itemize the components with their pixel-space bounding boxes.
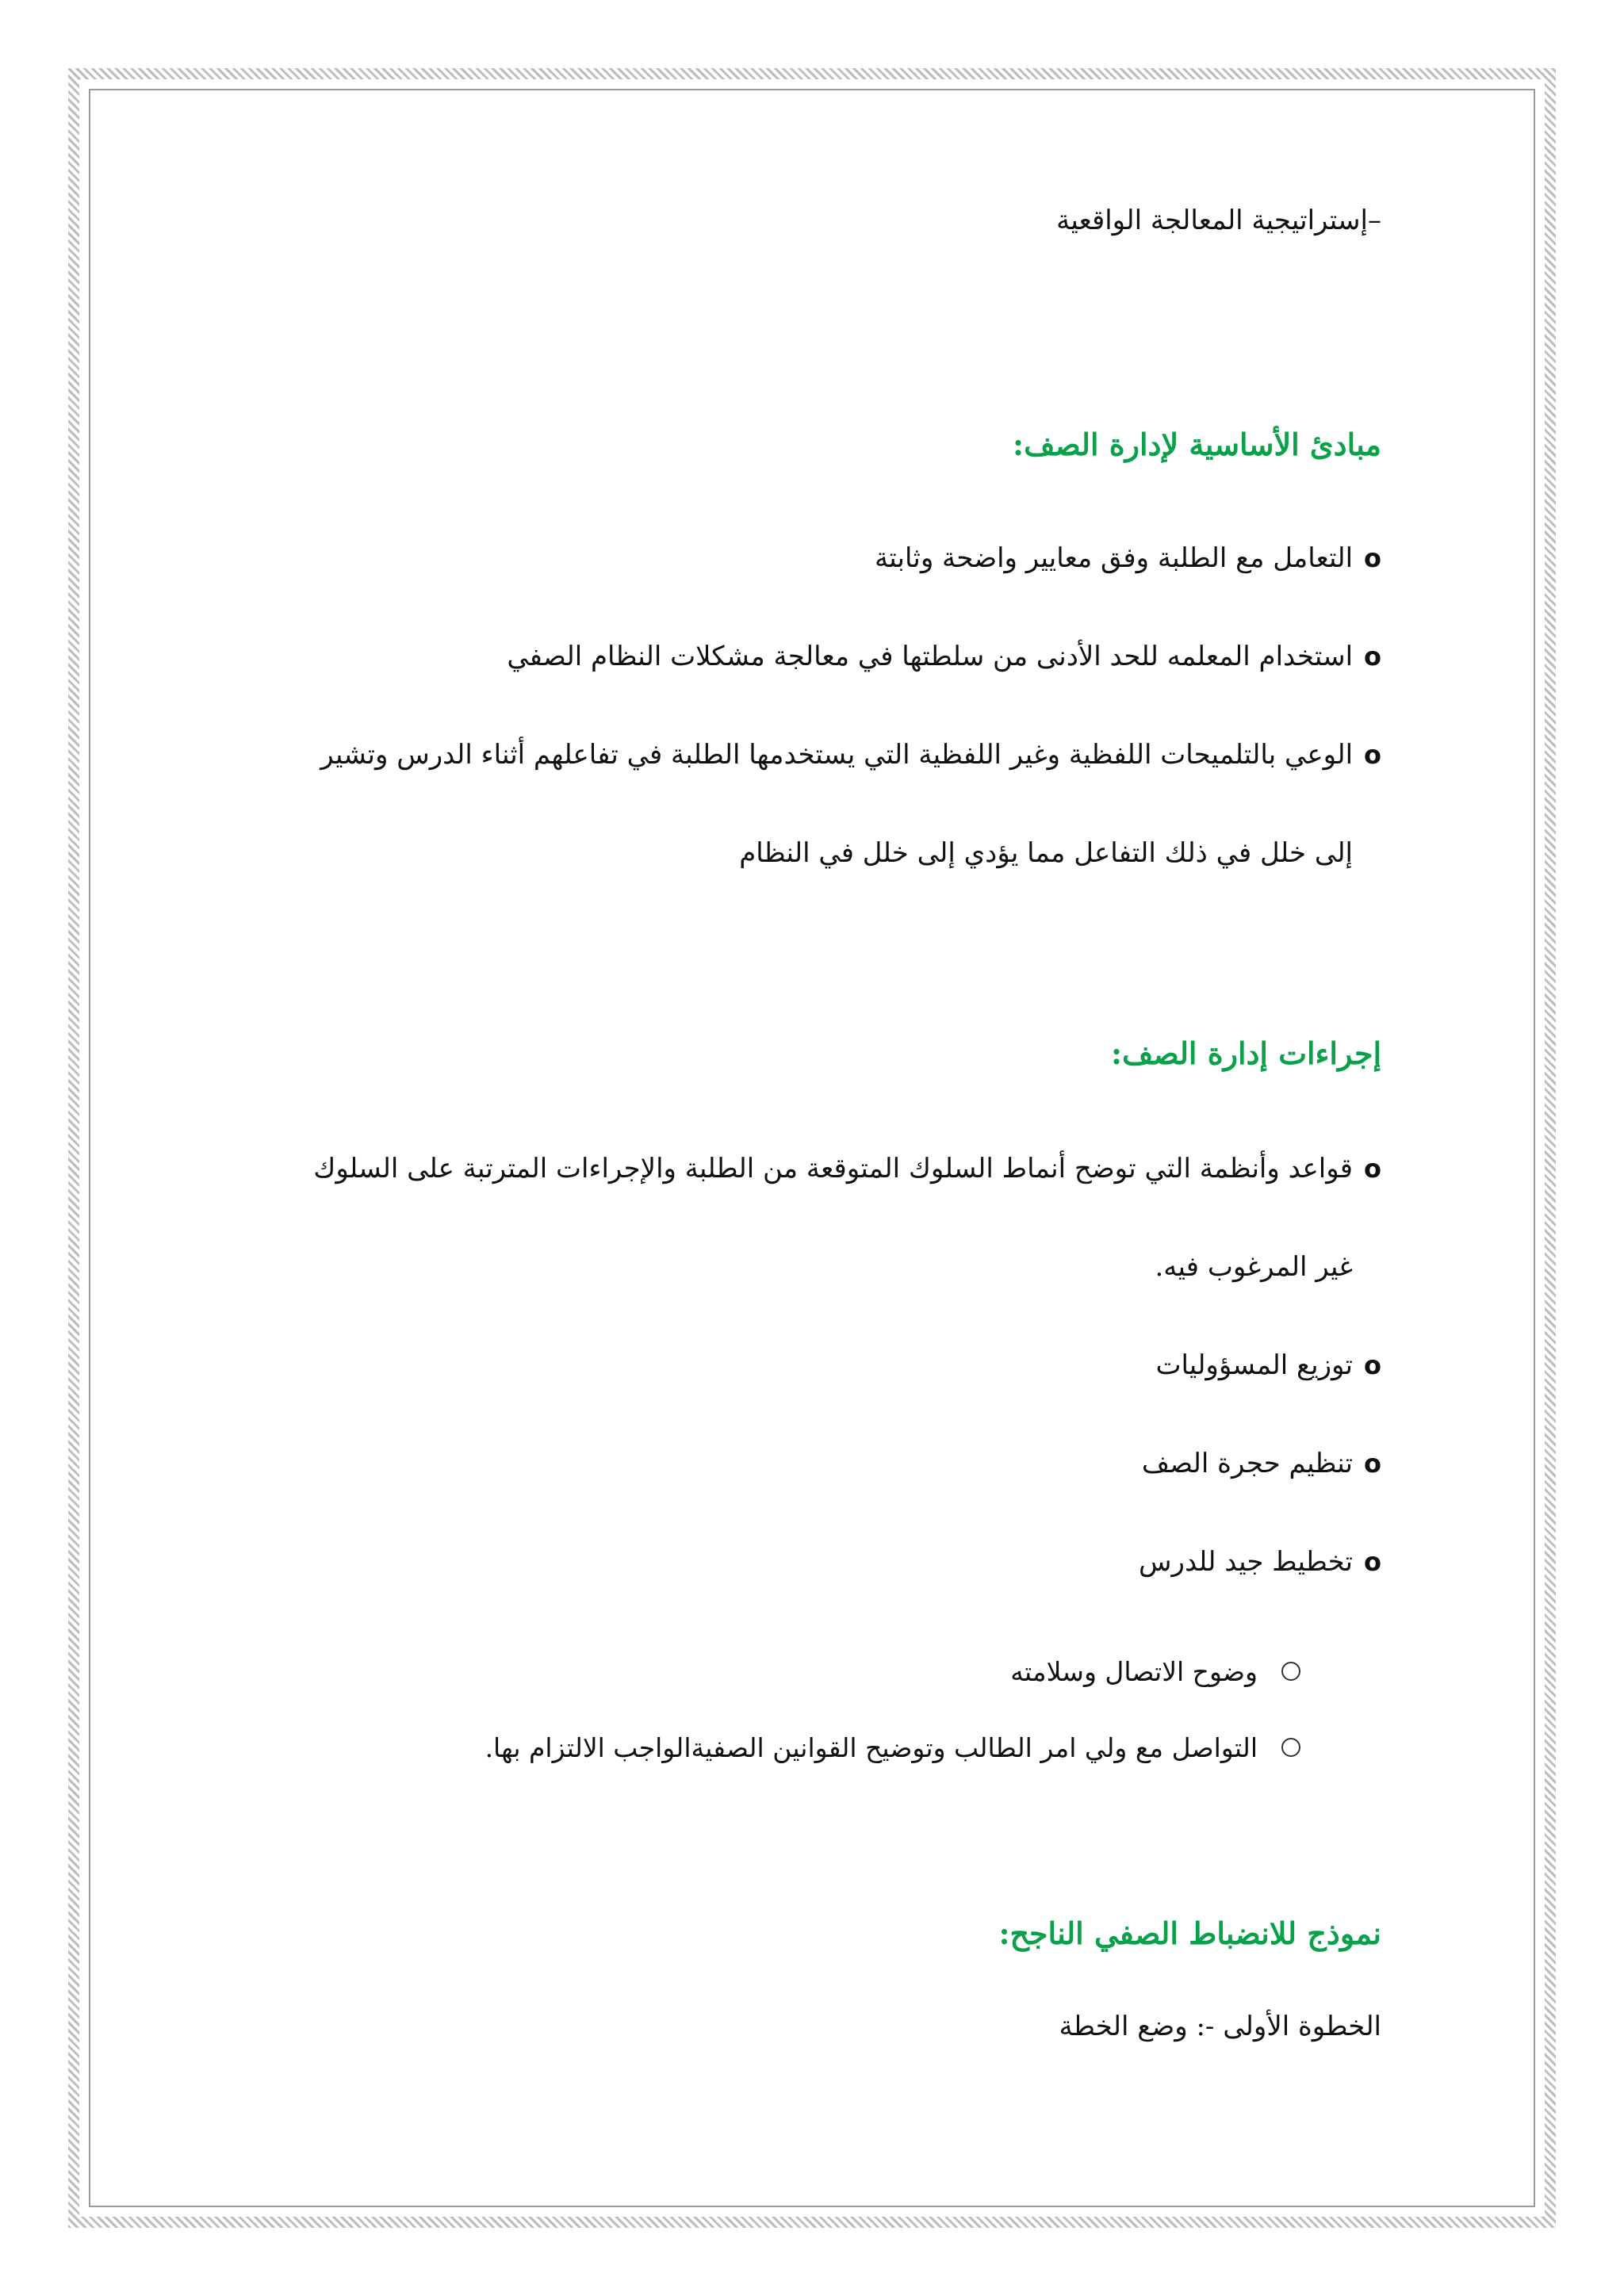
list-item — [278, 706, 1381, 902]
list-item-text: تنظيم حجرة الصف — [1141, 1448, 1354, 1479]
section-heading-principles: مبادئ الأساسية لإدارة الصف: — [1013, 427, 1381, 462]
sublist-item — [278, 1633, 1300, 1709]
bullet-marker: o — [1364, 641, 1381, 672]
circle-bullet-icon — [1281, 1662, 1300, 1681]
section-heading-procedures: إجراءات إدارة الصف: — [1111, 1035, 1381, 1071]
bullet-marker: o — [1364, 1448, 1381, 1479]
circle-bullet-icon — [1281, 1738, 1300, 1757]
principles-list — [278, 509, 1381, 902]
procedures-sublist — [278, 1633, 1300, 1785]
sublist-item — [278, 1709, 1300, 1785]
bullet-marker: o — [1364, 1154, 1381, 1184]
section-heading-model: نموذج للانضباط الصفي الناجح: — [998, 1915, 1381, 1951]
list-item — [278, 607, 1381, 706]
bullet-marker: o — [1364, 1547, 1381, 1577]
step-one-text: الخطوة الأولى -: وضع الخطة — [1059, 2011, 1381, 2042]
list-item — [278, 1119, 1381, 1316]
list-item-text: تخطيط جيد للدرس — [1139, 1546, 1354, 1578]
bullet-marker: o — [1364, 740, 1381, 770]
list-item — [278, 1316, 1381, 1414]
list-item — [278, 1414, 1381, 1513]
sublist-item-text: التواصل مع ولي امر الطالب وتوضيح القوانين الصفيةالواجب الالتزام بها. — [485, 1732, 1258, 1763]
page-title: –إستراتيجية المعالجة الواقعية — [1056, 205, 1381, 236]
bullet-marker: o — [1364, 543, 1381, 573]
list-item-text: التعامل مع الطلبة وفق معايير واضحة وثابتة — [875, 542, 1354, 574]
list-item — [278, 1513, 1381, 1611]
list-item-text: قواعد وأنظمة التي توضح أنماط السلوك المتوقعة من الطلبة والإجراءات المترتبة على السلوك غير المرغوب فيه. — [313, 1153, 1354, 1283]
procedures-list — [278, 1119, 1381, 1611]
sublist-item-text: وضوح الاتصال وسلامته — [1010, 1655, 1258, 1687]
bullet-marker: o — [1364, 1350, 1381, 1380]
list-item-text: الوعي بالتلميحات اللفظية وغير اللفظية التي يستخدمها الطلبة في تفاعلهم أثناء الدرس وتشير إلى خلل في ذلك التفاعل مما يؤدي إلى خلل في النظام — [320, 739, 1354, 869]
list-item — [278, 509, 1381, 607]
list-item-text: استخدام المعلمه للحد الأدنى من سلطتها في معالجة مشكلات النظام الصفي — [507, 641, 1354, 672]
list-item-text: توزيع المسؤوليات — [1155, 1349, 1354, 1381]
